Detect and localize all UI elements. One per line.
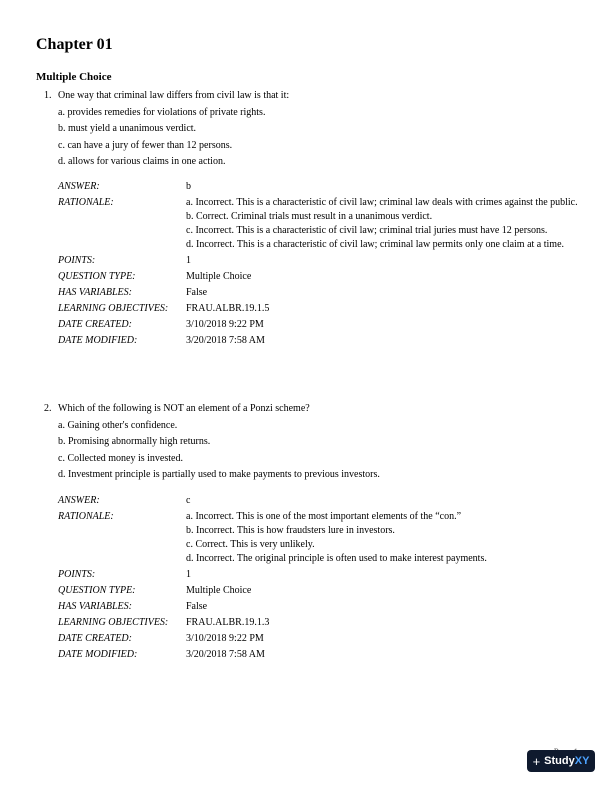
answer-row: [58, 180, 582, 194]
question-type-label: QUESTION TYPE:: [58, 271, 136, 282]
option-b: b. must yield a unanimous verdict.: [58, 123, 197, 134]
option-d: d. Investment principle is partially used to make payments to previous investors.: [58, 469, 380, 480]
rationale-d: d. Incorrect. This is a characteristic of civil law; criminal law permits only one claim at a time.: [186, 239, 565, 250]
learning-objectives-label: LEARNING OBJECTIVES:: [58, 617, 169, 628]
option-c: c. can have a jury of fewer than 12 persons.: [58, 139, 233, 151]
has-variables-label: HAS VARIABLES:: [58, 287, 132, 298]
option-list: [36, 418, 582, 484]
question-text: One way that criminal law differs from civil law is that it:: [58, 90, 290, 101]
date-modified-value: 3/20/2018 7:58 AM: [186, 335, 265, 346]
date-modified-label: DATE MODIFIED:: [58, 649, 138, 660]
date-created-label: DATE CREATED:: [58, 633, 132, 644]
question-stem: [36, 401, 582, 418]
date-modified-value: 3/20/2018 7:58 AM: [186, 649, 265, 660]
learning-objectives-row: [58, 302, 582, 316]
question-type-value: Multiple Choice: [186, 585, 252, 596]
points-row: [58, 568, 582, 582]
points-label: POINTS:: [58, 255, 96, 266]
rationale-b: b. Correct. Criminal trials must result in a unanimous verdict.: [186, 211, 433, 222]
date-created-label: DATE CREATED:: [58, 319, 132, 330]
learning-objectives-label: LEARNING OBJECTIVES:: [58, 303, 169, 314]
rationale-row: [58, 510, 582, 566]
rationale-label: RATIONALE:: [58, 511, 114, 522]
has-variables-value: False: [186, 287, 208, 298]
option-a: a. provides remedies for violations of private rights.: [58, 106, 266, 118]
question-2-metadata: [58, 494, 582, 664]
rationale-a: a. Incorrect. This is one of the most important elements of the “con.”: [186, 511, 462, 522]
rationale-row: [58, 196, 582, 252]
points-row: [58, 254, 582, 268]
question-type-value: Multiple Choice: [186, 271, 252, 282]
date-modified-row: [58, 648, 582, 662]
question-number: 2.: [44, 403, 52, 414]
rationale-value: [186, 196, 582, 252]
plus-icon: +: [532, 753, 541, 769]
option-c: c. Collected money is invested.: [58, 452, 183, 464]
question-type-label: QUESTION TYPE:: [58, 585, 136, 596]
rationale-value: [186, 510, 582, 566]
question-1: [36, 88, 582, 171]
question-1-metadata: [58, 180, 582, 350]
rationale-c: c. Correct. This is very unlikely.: [186, 539, 315, 550]
answer-value: b: [186, 181, 191, 192]
answer-label: ANSWER:: [58, 181, 100, 192]
badge-text-main: Study: [544, 755, 575, 767]
has-variables-row: [58, 600, 582, 614]
date-modified-label: DATE MODIFIED:: [58, 335, 138, 346]
chapter-title: Chapter 01: [36, 36, 113, 53]
date-modified-row: [58, 334, 582, 348]
has-variables-label: HAS VARIABLES:: [58, 601, 132, 612]
option-b: b. Promising abnormally high returns.: [58, 436, 211, 447]
question-type-row: [58, 270, 582, 284]
has-variables-row: [58, 286, 582, 300]
question-type-row: [58, 584, 582, 598]
question-stem: [36, 88, 582, 105]
rationale-d: d. Incorrect. The original principle is often used to make interest payments.: [186, 553, 487, 564]
learning-objectives-value: FRAU.ALBR.19.1.5: [186, 303, 270, 314]
studyxy-badge[interactable]: [527, 750, 595, 772]
date-created-value: 3/10/2018 9:22 PM: [186, 319, 264, 330]
points-value: 1: [186, 569, 191, 580]
rationale-b: b. Incorrect. This is how fraudsters lure in investors.: [186, 525, 395, 536]
date-created-value: 3/10/2018 9:22 PM: [186, 633, 264, 644]
option-a: a. Gaining other's confidence.: [58, 419, 178, 431]
has-variables-value: False: [186, 601, 208, 612]
date-created-row: [58, 318, 582, 332]
section-title: Multiple Choice: [36, 71, 112, 83]
answer-label: ANSWER:: [58, 495, 100, 506]
date-created-row: [58, 632, 582, 646]
question-text: Which of the following is NOT an element of a Ponzi scheme?: [58, 403, 310, 414]
question-number: 1.: [44, 90, 52, 101]
badge-text-accent: XY: [574, 755, 590, 767]
rationale-c: c. Incorrect. This is a characteristic of civil law; criminal trial juries must have 12 persons.: [186, 225, 548, 236]
option-d: d. allows for various claims in one action.: [58, 156, 226, 167]
option-list: [36, 105, 582, 171]
question-2: [36, 401, 582, 484]
answer-value: c: [186, 495, 191, 506]
badge-text: [544, 755, 589, 767]
points-value: 1: [186, 255, 191, 266]
points-label: POINTS:: [58, 569, 96, 580]
rationale-label: RATIONALE:: [58, 197, 114, 208]
answer-row: [58, 494, 582, 508]
rationale-a: a. Incorrect. This is a characteristic of civil law; criminal law deals with crimes against the public.: [186, 197, 578, 208]
learning-objectives-value: FRAU.ALBR.19.1.3: [186, 617, 270, 628]
learning-objectives-row: [58, 616, 582, 630]
